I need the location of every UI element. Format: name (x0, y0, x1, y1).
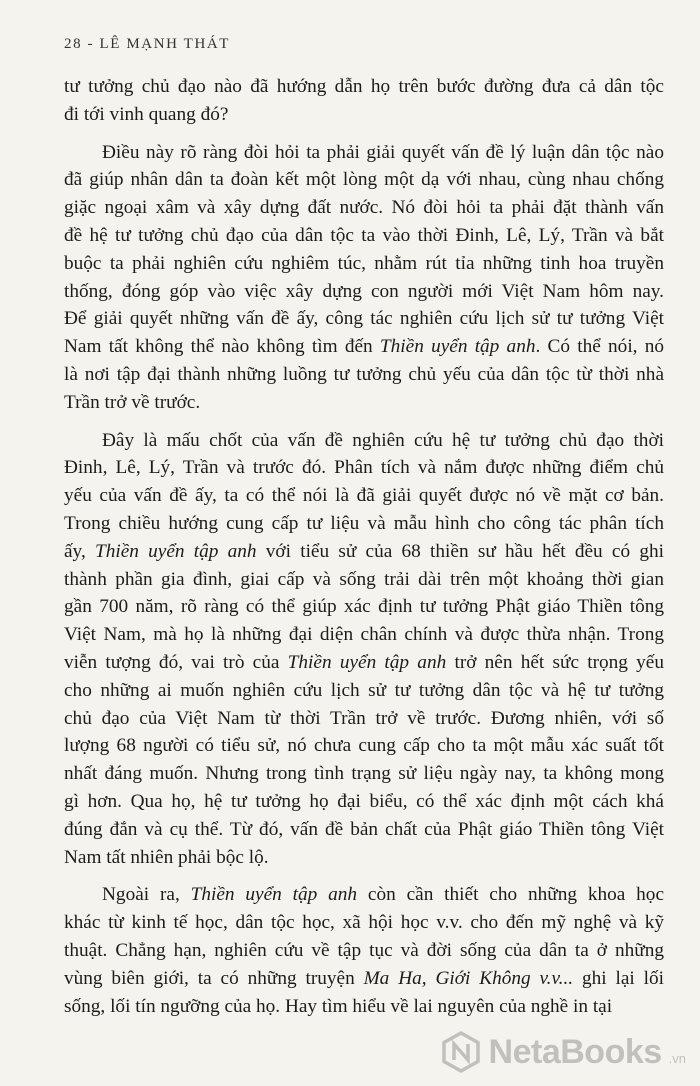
text-line: sống, lối tín ngưỡng của họ. Hay tìm hiểu về lai nguyên của nghề in tại (64, 995, 613, 1017)
text-line: cho những ai muốn nghiên cứu lịch sử tư tưởng dân tộc và hệ tư tưởng (64, 679, 664, 701)
watermark-suffix: .vn (668, 1051, 686, 1066)
text-line: Đinh, Lê, Lý, Trần và trước đó. Phân tích và nắm được những điểm chủ (64, 457, 664, 479)
text-line: Điều này rõ ràng đòi hỏi ta phải giải quyết vấn đề lý luận dân tộc nào (102, 141, 664, 163)
book-title: Ma Ha, Giới Không v.v... (363, 967, 574, 989)
text-line: gần 700 năm, rõ ràng có thể giúp xác định tư tưởng Phật giáo Thiền tông (64, 596, 664, 618)
paragraph (64, 73, 664, 129)
book-title: Thiền uyển tập anh (95, 540, 257, 562)
text-line: khác từ kinh tế học, dân tộc học, xã hội học v.v. cho đến mỹ nghệ và kỹ (64, 912, 664, 934)
body-text (64, 73, 664, 1020)
text-line: nhất đáng muốn. Nhưng trong tình trạng sử liệu ngày nay, ta không mong (64, 763, 664, 785)
text-line: đề hệ tư tưởng chủ đạo của dân tộc ta vào thời Đinh, Lê, Lý, Trần và bắt (64, 224, 664, 246)
text-line: thuật. Chẳng hạn, nghiên cứu về tập tục và đời sống của dân ta ở những (64, 939, 664, 961)
text-line: tư tưởng chủ đạo nào đã hướng dẫn họ trên bước đường đưa cả dân tộc (64, 76, 664, 97)
paragraph (64, 427, 664, 872)
paragraph (64, 139, 664, 417)
text-line: Trần trở về trước. (64, 391, 201, 413)
text-line: giặc ngoại xâm và xây dựng đất nước. Nó đòi hỏi ta phải đặt thành vấn (64, 197, 664, 219)
book-title: Thiền uyển tập anh (379, 336, 536, 358)
text-line: yếu của vấn đề ấy, ta có thể nói là đã giải quyết được nó về mặt cơ bản. (64, 485, 664, 507)
text-line: buộc ta phải nghiên cứu nghiêm túc, nhằm rút tỉa những tinh hoa truyền (64, 252, 664, 274)
text-line: gì hơn. Qua họ, hệ tư tưởng họ đại biểu, có thể xác định một cách khá (64, 790, 664, 812)
book-title: Thiền uyển tập anh (287, 651, 447, 673)
book-title: Thiền uyển tập anh (190, 884, 358, 906)
text-line: ấy, Thiền uyển tập anh với tiểu sử của 68 thiền sư hầu hết đều có ghi (64, 540, 664, 562)
text-line: viễn tượng đó, vai trò của Thiền uyển tập anh trở nên hết sức trọng yếu (64, 651, 665, 673)
netabooks-logo-icon (439, 1030, 483, 1074)
text-line: thống, đóng góp vào việc xây dựng con người mới Việt Nam hôm nay. (64, 280, 664, 302)
text-line: lượng 68 người có tiểu sử, nó chưa cung cấp cho ta một mẫu xác suất tốt (64, 735, 664, 757)
text-line: chủ đạo của Việt Nam từ thời Trần trở về trước. Đương nhiên, với số (64, 707, 664, 729)
text-line: Trong chiều hướng cung cấp tư liệu và mẫu hình cho công tác phân tích (64, 512, 664, 534)
text-line: đi tới vinh quang đó? (64, 103, 229, 125)
text-line: vùng biên giới, ta có những truyện Ma Ha, Giới Không v.v... ghi lại lối (64, 967, 664, 989)
text-line: Việt Nam, mà họ là những đại diện chân chính và được thừa nhận. Trong (64, 624, 664, 646)
text-line: Nam tất nhiên phải bộc lộ. (64, 846, 269, 868)
text-line: đúng đắn và cụ thể. Từ đó, vấn đề bản chất của Phật giáo Thiền tông Việt (64, 818, 664, 840)
text-line: là nơi tập đại thành những luồng tư tưởng chủ yếu của dân tộc từ thời nhà (64, 363, 664, 385)
text-line: Đây là mấu chốt của vấn đề nghiên cứu hệ tư tưởng chủ đạo thời (102, 429, 664, 451)
watermark (439, 1030, 686, 1074)
watermark-brand: NetaBooks (488, 1032, 662, 1071)
running-head: 28 - LÊ MẠNH THÁT (64, 36, 231, 52)
paragraph (64, 881, 664, 1020)
text-line: Nam tất không thể nào không tìm đến Thiền uyển tập anh. Có thể nói, nó (64, 336, 665, 358)
text-line: đã giúp nhân dân ta đoàn kết một lòng một dạ với nhau, cùng nhau chống (64, 169, 664, 191)
text-line: Ngoài ra, Thiền uyển tập anh còn cần thiết cho những khoa học (102, 884, 665, 906)
text-line: thành phần gia đình, giai cấp và sống trải dài trên một khoảng thời gian (64, 568, 664, 590)
text-line: Để giải quyết những vấn đề ấy, công tác nghiên cứu lịch sử tư tưởng Việt (64, 308, 664, 330)
